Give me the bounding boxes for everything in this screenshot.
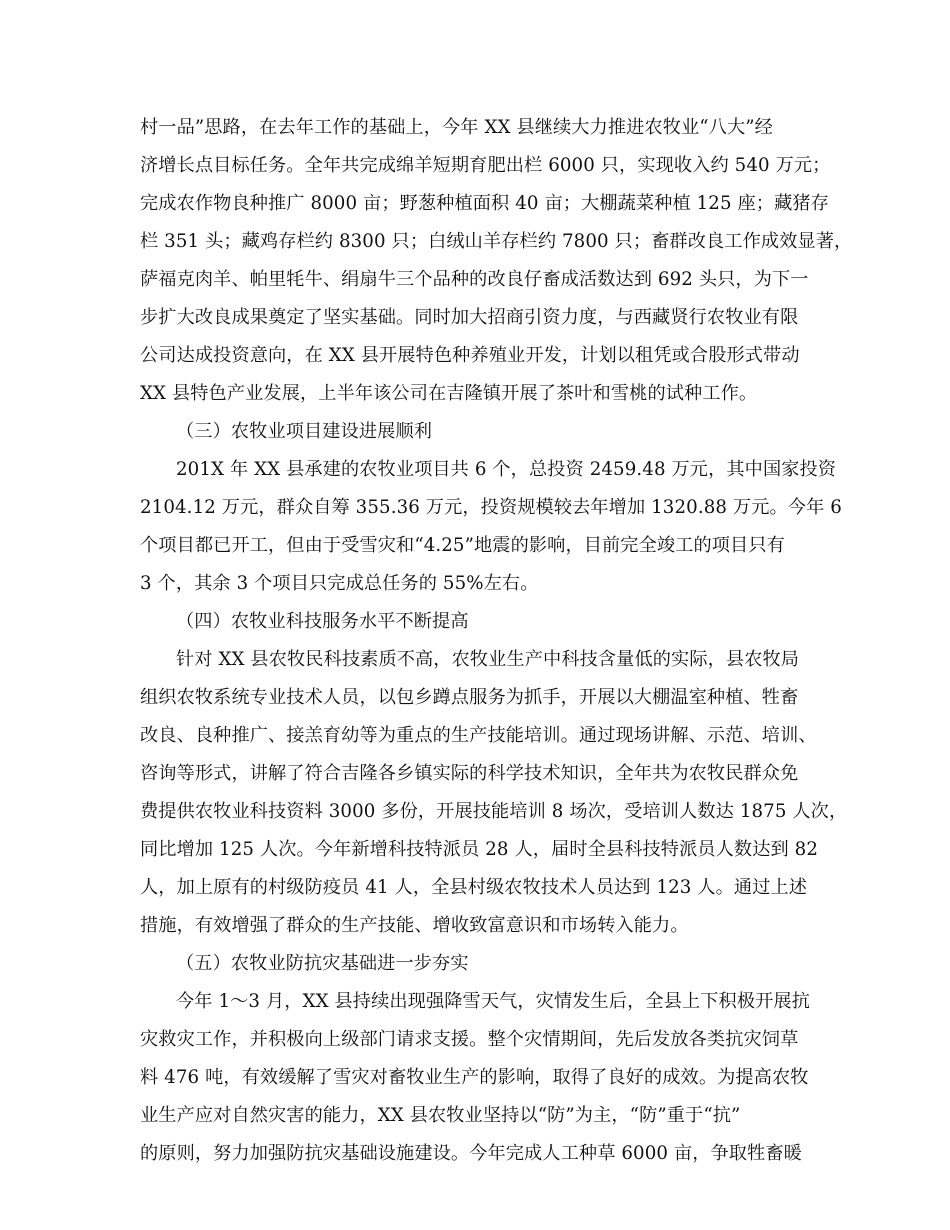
text-line: 灾救灾工作，并积极向上级部门请求支援。整个灾情期间，先后发放各类抗灾饲草 bbox=[140, 1029, 799, 1050]
text-line: 201X 年 XX 县承建的农牧业项目共 6 个，总投资 2459.48 万元，其中国家投资 bbox=[176, 459, 837, 480]
text-line: 公司达成投资意向，在 XX 县开展特色种养殖业开发，计划以租凭或合股形式带动 bbox=[140, 345, 800, 366]
text-line: 组织农牧系统专业技术人员，以包乡蹲点服务为抓手，开展以大棚温室种植、牲畜 bbox=[140, 687, 799, 708]
section-heading: （三）农牧业项目建设进展顺利 bbox=[176, 421, 433, 442]
text-line: 萨福克肉羊、帕里牦牛、绢扇牛三个品种的改良仔畜成活数达到 692 头只，为下一 bbox=[140, 269, 809, 290]
text-line: 完成农作物良种推广 8000 亩；野葱种植面积 40 亩；大棚蔬菜种植 125 座；藏猪存 bbox=[140, 193, 829, 214]
text-line: 的原则，努力加强防抗灾基础设施建设。今年完成人工种草 6000 亩，争取牲畜暖 bbox=[140, 1143, 802, 1164]
text-line: 人，加上原有的村级防疫员 41 人，全县村级农牧技术人员达到 123 人。通过上述 bbox=[140, 877, 808, 898]
text-line: 咨询等形式，讲解了符合吉隆各乡镇实际的科学技术知识，全年共为农牧民群众免 bbox=[140, 763, 799, 784]
text-line: 济增长点目标任务。全年共完成绵羊短期育肥出栏 6000 只，实现收入约 540 万元； bbox=[140, 155, 831, 176]
text-line: 针对 XX 县农牧民科技素质不高，农牧业生产中科技含量低的实际，县农牧局 bbox=[176, 649, 800, 670]
text-line: 费提供农牧业科技资料 3000 多份，开展技能培训 8 场次，受培训人数达 1875 人次， bbox=[140, 801, 848, 822]
text-line: 3 个，其余 3 个项目只完成总任务的 55%左右。 bbox=[140, 573, 539, 594]
text-line: 栏 351 头；藏鸡存栏约 8300 只；白绒山羊存栏约 7800 只；畜群改良工作成效显著， bbox=[140, 231, 853, 252]
text-line: 步扩大改良成果奠定了坚实基础。同时加大招商引资力度，与西藏贤行农牧业有限 bbox=[140, 307, 799, 328]
text-line: 业生产应对自然灾害的能力，XX 县农牧业坚持以“防”为主，“防”重于“抗” bbox=[140, 1105, 741, 1126]
text-line: 村一品”思路，在去年工作的基础上，今年 XX 县继续大力推进农牧业“八大”经 bbox=[140, 117, 773, 138]
text-line: XX 县特色产业发展，上半年该公司在吉隆镇开展了茶叶和雪桃的试种工作。 bbox=[140, 383, 758, 404]
text-line: 同比增加 125 人次。今年新增科技特派员 28 人，届时全县科技特派员人数达到 82 bbox=[140, 839, 819, 860]
text-line: 措施，有效增强了群众的生产技能、增收致富意识和市场转入能力。 bbox=[140, 915, 689, 936]
text-line: 个项目都已开工，但由于受雪灾和“4.25”地震的影响，目前完全竣工的项目只有 bbox=[140, 535, 785, 556]
text-line: 改良、良种推广、接羔育幼等为重点的生产技能培训。通过现场讲解、示范、培训、 bbox=[140, 725, 817, 746]
text-line: 2104.12 万元，群众自筹 355.36 万元，投资规模较去年增加 1320.88 万元。今年 6 bbox=[140, 497, 842, 518]
section-heading: （五）农牧业防抗灾基础进一步夯实 bbox=[176, 953, 469, 974]
text-line: 料 476 吨，有效缓解了雪灾对畜牧业生产的影响，取得了良好的成效。为提高农牧 bbox=[140, 1067, 809, 1088]
text-line: 今年 1～3 月，XX 县持续出现强降雪天气，灾情发生后，全县上下积极开展抗 bbox=[176, 991, 810, 1012]
section-heading: （四）农牧业科技服务水平不断提高 bbox=[176, 611, 469, 632]
